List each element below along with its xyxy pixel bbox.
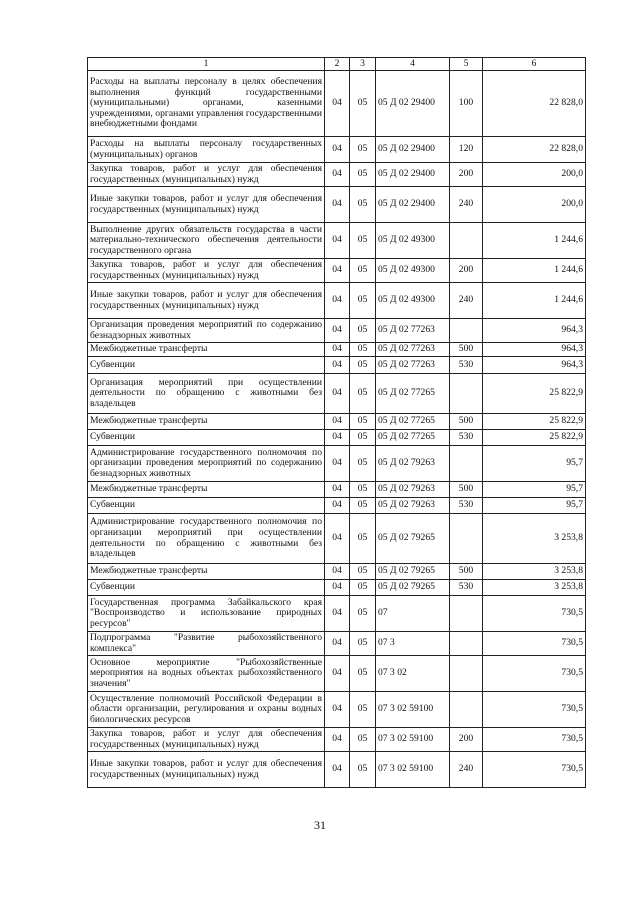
cell-expense-type: [450, 223, 483, 259]
cell-expense-type: 530: [450, 357, 483, 374]
table-row: [88, 752, 586, 788]
table-header: [88, 58, 586, 71]
table-row: [88, 163, 586, 187]
cell-name: Администрирование государственного полномочия по организации мероприятий при осуществлении деятельности по обращению с животными без владельцев: [88, 514, 325, 564]
cell-amount: 1 244,6: [483, 223, 586, 259]
cell-expense-type: 500: [450, 414, 483, 430]
cell-expense-type: 500: [450, 564, 483, 580]
header-row: [88, 58, 586, 71]
cell-subsection: 05: [350, 223, 376, 259]
cell-section: 04: [325, 430, 350, 446]
cell-name: Закупка товаров, работ и услуг для обеспечения государственных (муниципальных) нужд: [88, 163, 325, 187]
cell-expense-type: [450, 656, 483, 692]
header-col-3: 3: [350, 58, 376, 71]
cell-subsection: 05: [350, 728, 376, 752]
cell-expense-type: 200: [450, 163, 483, 187]
cell-subsection: 05: [350, 259, 376, 283]
cell-name: Основное мероприятие "Рыбохозяйственные мероприятия на водных объектах рыбохозяйственного значения": [88, 656, 325, 692]
cell-amount: 730,5: [483, 728, 586, 752]
table-body: [88, 71, 586, 788]
cell-target-article: 05 Д 02 29400: [376, 163, 450, 187]
cell-subsection: 05: [350, 564, 376, 580]
cell-section: 04: [325, 357, 350, 374]
header-col-5: 5: [450, 58, 483, 71]
cell-target-article: 05 Д 02 77265: [376, 430, 450, 446]
cell-amount: 3 253,8: [483, 564, 586, 580]
table-row: [88, 223, 586, 259]
header-col-1: 1: [88, 58, 325, 71]
table-row: [88, 430, 586, 446]
cell-target-article: 05 Д 02 77263: [376, 343, 450, 357]
cell-expense-type: [450, 514, 483, 564]
cell-section: 04: [325, 632, 350, 656]
table-row: [88, 283, 586, 319]
cell-section: 04: [325, 223, 350, 259]
cell-amount: 1 244,6: [483, 283, 586, 319]
cell-name: Закупка товаров, работ и услуг для обеспечения государственных (муниципальных) нужд: [88, 728, 325, 752]
cell-name: Межбюджетные трансферты: [88, 343, 325, 357]
cell-name: Иные закупки товаров, работ и услуг для обеспечения государственных (муниципальных) нужд: [88, 187, 325, 223]
table-row: [88, 71, 586, 137]
cell-amount: 964,3: [483, 319, 586, 343]
cell-target-article: 05 Д 02 49300: [376, 259, 450, 283]
cell-target-article: 07 3: [376, 632, 450, 656]
cell-section: 04: [325, 374, 350, 414]
cell-section: 04: [325, 163, 350, 187]
cell-section: 04: [325, 514, 350, 564]
cell-subsection: 05: [350, 596, 376, 632]
cell-subsection: 05: [350, 446, 376, 482]
cell-section: 04: [325, 656, 350, 692]
cell-amount: 3 253,8: [483, 580, 586, 596]
cell-target-article: 05 Д 02 77265: [376, 374, 450, 414]
table-row: [88, 343, 586, 357]
cell-section: 04: [325, 343, 350, 357]
cell-expense-type: [450, 596, 483, 632]
cell-amount: 730,5: [483, 632, 586, 656]
cell-name: Государственная программа Забайкальского края "Воспроизводство и использование природных ресурсов": [88, 596, 325, 632]
cell-name: Иные закупки товаров, работ и услуг для обеспечения государственных (муниципальных) нужд: [88, 752, 325, 788]
cell-target-article: 07 3 02 59100: [376, 692, 450, 728]
cell-subsection: 05: [350, 692, 376, 728]
cell-name: Межбюджетные трансферты: [88, 482, 325, 498]
cell-name: Межбюджетные трансферты: [88, 564, 325, 580]
cell-amount: 200,0: [483, 163, 586, 187]
cell-section: 04: [325, 482, 350, 498]
cell-amount: 22 828,0: [483, 137, 586, 163]
table-row: [88, 482, 586, 498]
cell-target-article: 05 Д 02 79265: [376, 580, 450, 596]
cell-subsection: 05: [350, 374, 376, 414]
table-row: [88, 374, 586, 414]
table-row: [88, 632, 586, 656]
table-row: [88, 728, 586, 752]
cell-target-article: 05 Д 02 49300: [376, 283, 450, 319]
cell-section: 04: [325, 692, 350, 728]
table-row: [88, 446, 586, 482]
cell-target-article: 05 Д 02 29400: [376, 137, 450, 163]
cell-amount: 200,0: [483, 187, 586, 223]
cell-amount: 964,3: [483, 357, 586, 374]
cell-subsection: 05: [350, 580, 376, 596]
cell-section: 04: [325, 259, 350, 283]
cell-target-article: 07: [376, 596, 450, 632]
cell-section: 04: [325, 319, 350, 343]
cell-name: Субвенции: [88, 357, 325, 374]
table-row: [88, 580, 586, 596]
table-row: [88, 514, 586, 564]
cell-section: 04: [325, 580, 350, 596]
table-row: [88, 656, 586, 692]
cell-expense-type: [450, 374, 483, 414]
cell-target-article: 07 3 02: [376, 656, 450, 692]
cell-amount: 22 828,0: [483, 71, 586, 137]
budget-table: [87, 57, 586, 788]
cell-section: 04: [325, 564, 350, 580]
cell-amount: 95,7: [483, 446, 586, 482]
cell-name: Межбюджетные трансферты: [88, 414, 325, 430]
cell-section: 04: [325, 728, 350, 752]
table-row: [88, 137, 586, 163]
header-col-2: 2: [325, 58, 350, 71]
cell-amount: 3 253,8: [483, 514, 586, 564]
cell-subsection: 05: [350, 656, 376, 692]
cell-target-article: 05 Д 02 79263: [376, 446, 450, 482]
cell-subsection: 05: [350, 283, 376, 319]
cell-expense-type: 200: [450, 259, 483, 283]
cell-amount: 730,5: [483, 656, 586, 692]
cell-name: Расходы на выплаты персоналу государственных (муниципальных) органов: [88, 137, 325, 163]
cell-target-article: 05 Д 02 49300: [376, 223, 450, 259]
cell-section: 04: [325, 414, 350, 430]
cell-subsection: 05: [350, 319, 376, 343]
cell-amount: 95,7: [483, 498, 586, 514]
cell-target-article: 05 Д 02 29400: [376, 71, 450, 137]
cell-name: Субвенции: [88, 430, 325, 446]
cell-expense-type: [450, 692, 483, 728]
cell-target-article: 05 Д 02 77263: [376, 319, 450, 343]
cell-expense-type: [450, 632, 483, 656]
cell-name: Субвенции: [88, 580, 325, 596]
table-row: [88, 187, 586, 223]
cell-amount: 964,3: [483, 343, 586, 357]
cell-subsection: 05: [350, 137, 376, 163]
cell-amount: 730,5: [483, 596, 586, 632]
cell-expense-type: 100: [450, 71, 483, 137]
cell-target-article: 05 Д 02 77265: [376, 414, 450, 430]
table-row: [88, 692, 586, 728]
cell-subsection: 05: [350, 514, 376, 564]
cell-subsection: 05: [350, 498, 376, 514]
cell-subsection: 05: [350, 414, 376, 430]
header-col-6: 6: [483, 58, 586, 71]
cell-name: Организация мероприятий при осуществлении деятельности по обращению с животными без владельцев: [88, 374, 325, 414]
cell-expense-type: 500: [450, 343, 483, 357]
cell-section: 04: [325, 596, 350, 632]
cell-section: 04: [325, 446, 350, 482]
cell-target-article: 07 3 02 59100: [376, 752, 450, 788]
cell-amount: 25 822,9: [483, 430, 586, 446]
cell-section: 04: [325, 498, 350, 514]
cell-subsection: 05: [350, 482, 376, 498]
cell-section: 04: [325, 137, 350, 163]
cell-subsection: 05: [350, 343, 376, 357]
cell-name: Подпрограмма "Развитие рыбохозяйственного комплекса": [88, 632, 325, 656]
cell-name: Выполнение других обязательств государства в части материально-технического обеспечения деятельности государственного органа: [88, 223, 325, 259]
cell-expense-type: 530: [450, 430, 483, 446]
cell-name: Организация проведения мероприятий по содержанию безнадзорных животных: [88, 319, 325, 343]
cell-subsection: 05: [350, 71, 376, 137]
cell-amount: 25 822,9: [483, 414, 586, 430]
cell-expense-type: 120: [450, 137, 483, 163]
cell-target-article: 05 Д 02 77263: [376, 357, 450, 374]
cell-name: Администрирование государственного полномочия по организации проведения мероприятий по содержанию безнадзорных животных: [88, 446, 325, 482]
cell-target-article: 05 Д 02 79265: [376, 514, 450, 564]
cell-expense-type: 200: [450, 728, 483, 752]
cell-amount: 730,5: [483, 692, 586, 728]
cell-expense-type: 530: [450, 498, 483, 514]
cell-target-article: 05 Д 02 79263: [376, 482, 450, 498]
cell-section: 04: [325, 283, 350, 319]
table-row: [88, 357, 586, 374]
table-row: [88, 564, 586, 580]
cell-amount: 95,7: [483, 482, 586, 498]
cell-amount: 25 822,9: [483, 374, 586, 414]
cell-expense-type: [450, 446, 483, 482]
cell-subsection: 05: [350, 632, 376, 656]
cell-subsection: 05: [350, 752, 376, 788]
cell-amount: 1 244,6: [483, 259, 586, 283]
cell-expense-type: 500: [450, 482, 483, 498]
page-number: 31: [314, 818, 326, 832]
cell-section: 04: [325, 752, 350, 788]
cell-expense-type: [450, 319, 483, 343]
cell-expense-type: 530: [450, 580, 483, 596]
cell-name: Закупка товаров, работ и услуг для обеспечения государственных (муниципальных) нужд: [88, 259, 325, 283]
cell-name: Осуществление полномочий Российской Федерации в области организации, регулирования и охраны водных биологических ресурсов: [88, 692, 325, 728]
cell-name: Иные закупки товаров, работ и услуг для обеспечения государственных (муниципальных) нужд: [88, 283, 325, 319]
cell-section: 04: [325, 187, 350, 223]
cell-expense-type: 240: [450, 283, 483, 319]
header-col-4: 4: [376, 58, 450, 71]
cell-target-article: 05 Д 02 79263: [376, 498, 450, 514]
cell-subsection: 05: [350, 357, 376, 374]
cell-expense-type: 240: [450, 752, 483, 788]
table-row: [88, 414, 586, 430]
cell-subsection: 05: [350, 187, 376, 223]
cell-target-article: 05 Д 02 29400: [376, 187, 450, 223]
table-row: [88, 319, 586, 343]
cell-subsection: 05: [350, 163, 376, 187]
table-row: [88, 259, 586, 283]
table-row: [88, 596, 586, 632]
cell-subsection: 05: [350, 430, 376, 446]
cell-expense-type: 240: [450, 187, 483, 223]
cell-name: Расходы на выплаты персоналу в целях обеспечения выполнения функций государственными (муниципальными) органами, казенными учреждениями, органами управления государственными внебюджетными фондами: [88, 71, 325, 137]
cell-section: 04: [325, 71, 350, 137]
cell-target-article: 07 3 02 59100: [376, 728, 450, 752]
cell-name: Субвенции: [88, 498, 325, 514]
cell-target-article: 05 Д 02 79265: [376, 564, 450, 580]
cell-amount: 730,5: [483, 752, 586, 788]
table-row: [88, 498, 586, 514]
